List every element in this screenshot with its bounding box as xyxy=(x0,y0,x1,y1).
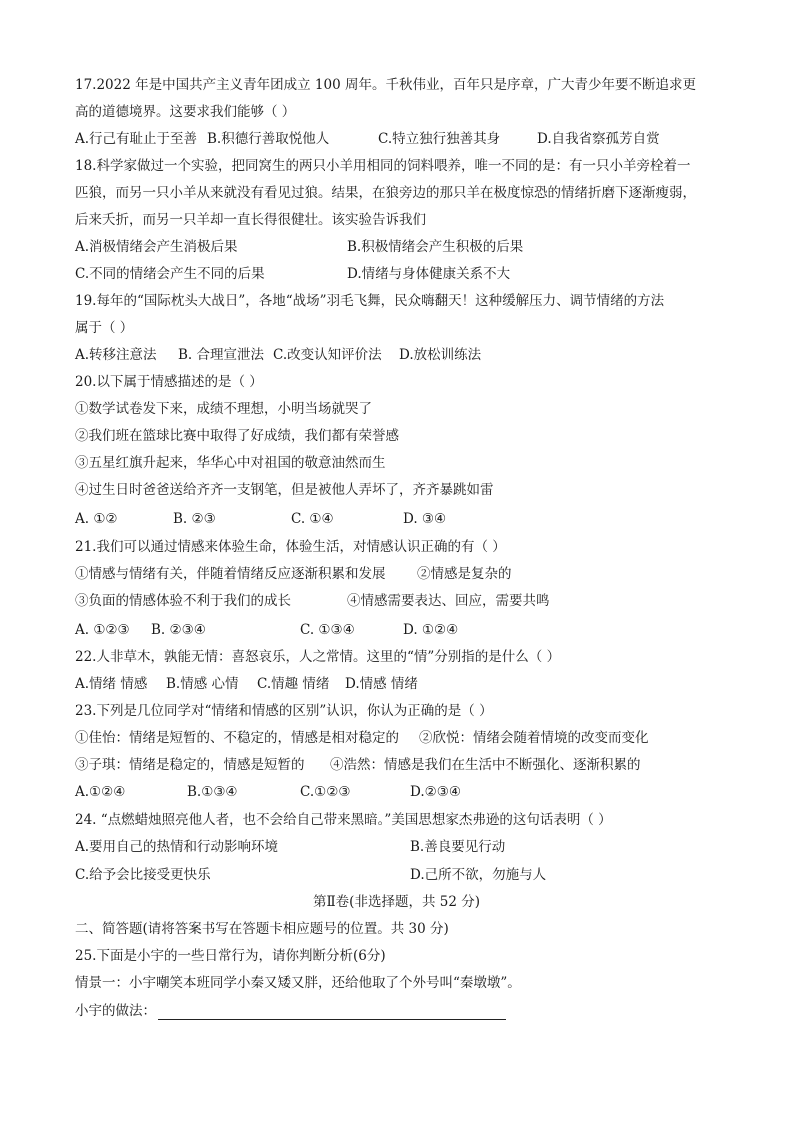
q23-item-3: ③子琪：情绪是稳定的，情感是短暂的 xyxy=(75,757,305,773)
q19-option-b: B. 合理宣泄法 xyxy=(178,347,265,363)
q23-item-2: ②欣悦：情绪会随着情境的改变而变化 xyxy=(419,730,649,746)
q21-stem: 21.我们可以通过情感来体验生命，体验生活，对情感认识正确的有（ ） xyxy=(75,539,506,555)
q23-option-c: C.①②③ xyxy=(300,784,351,800)
section-title: 第Ⅱ卷(非选择题，共 52 分) xyxy=(313,894,480,910)
q25-answer-label: 小宇的做法： xyxy=(75,1003,156,1019)
q19-stem-line2: 属于（ ） xyxy=(75,320,134,336)
q23-option-b: B.①③④ xyxy=(187,784,238,800)
q20-option-b: B. ②③ xyxy=(173,511,216,527)
q20-option-c: C. ①④ xyxy=(291,511,334,527)
q20-item-4: ④过生日时爸爸送给齐齐一支钢笔，但是被他人弄坏了，齐齐暴跳如雷 xyxy=(75,482,494,498)
q21-option-c: C. ①③④ xyxy=(300,622,355,638)
q24-option-b: B.善良要见行动 xyxy=(410,839,506,855)
q18-stem-line1: 18.科学家做过一个实验，把同窝生的两只小羊用相同的饲料喂养，唯一不同的是：有一只小羊旁栓着一 xyxy=(75,158,691,174)
answer-blank[interactable] xyxy=(158,1004,506,1020)
q22-stem: 22.人非草木，孰能无情：喜怒哀乐，人之常情。这里的“情”分别指的是什么（ ） xyxy=(75,649,561,665)
q21-option-a: A. ①②③ xyxy=(75,622,130,638)
q19-option-c: C.改变认知评价法 xyxy=(273,347,382,363)
q21-item-3: ③负面的情感体验不利于我们的成长 xyxy=(75,593,291,609)
q19-option-d: D.放松训练法 xyxy=(399,347,482,363)
q18-option-b: B.积极情绪会产生积极的后果 xyxy=(347,239,524,255)
q17-option-d: D.自我省察孤芳自赏 xyxy=(537,131,660,147)
q22-option-a: A.情绪 情感 xyxy=(75,676,148,692)
q24-option-c: C.给予会比接受更快乐 xyxy=(75,867,211,883)
q20-item-1: ①数学试卷发下来，成绩不理想，小明当场就哭了 xyxy=(75,401,372,417)
q20-item-2: ②我们班在篮球比赛中取得了好成绩，我们都有荣誉感 xyxy=(75,428,399,444)
q22-option-c: C.情趣 情绪 xyxy=(257,676,330,692)
q18-option-a: A.消极情绪会产生消极后果 xyxy=(75,239,238,255)
q25-answer-line xyxy=(75,1002,506,1020)
q24-option-a: A.要用自己的热情和行动影响环境 xyxy=(75,839,279,855)
q17-stem-line2: 高的道德境界。这要求我们能够（ ） xyxy=(75,104,296,120)
q24-stem: 24. “点燃蜡烛照亮他人者，也不会给自己带来黑暗。”美国思想家杰弗逊的这句话表明（ ） xyxy=(75,812,612,828)
q20-item-3: ③五星红旗升起来，华华心中对祖国的敬意油然而生 xyxy=(75,455,386,471)
section-heading: 二、简答题(请将答案书写在答题卡相应题号的位置。共 30 分) xyxy=(75,921,449,937)
q21-item-1: ①情感与情绪有关，伴随着情绪反应逐渐积累和发展 xyxy=(75,566,386,582)
q23-item-1: ①佳怡：情绪是短暂的、不稳定的，情感是相对稳定的 xyxy=(75,730,399,746)
q18-stem-line2: 匹狼，而另一只小羊从来就没有看见过狼。结果，在狼旁边的那只羊在极度惊恐的情绪折磨下逐渐瘦弱， xyxy=(75,185,696,201)
q18-stem-line3: 后来夭折，而另一只羊却一直长得很健壮。该实验告诉我们 xyxy=(75,212,426,228)
q21-option-d: D. ①②④ xyxy=(403,622,459,638)
q25-stem: 25.下面是小宇的一些日常行为，请你判断分析(6分) xyxy=(75,948,386,964)
q17-option-a: A.行己有耻止于至善 xyxy=(75,131,198,147)
q20-option-d: D. ③④ xyxy=(403,511,447,527)
q17-option-b: B.积德行善取悦他人 xyxy=(207,131,330,147)
q22-option-d: D.情感 情绪 xyxy=(345,676,418,692)
q23-option-d: D.②③④ xyxy=(410,784,461,800)
q24-option-d: D.己所不欲，勿施与人 xyxy=(410,867,547,883)
q22-option-b: B.情感 心情 xyxy=(166,676,239,692)
q23-option-a: A.①②④ xyxy=(75,784,126,800)
q19-stem-line1: 19.每年的“国际枕头大战日”，各地“战场”羽毛飞舞，民众嗨翻天！这种缓解压力、调节情绪的方法 xyxy=(75,293,665,309)
q20-option-a: A. ①② xyxy=(75,511,118,527)
q21-item-2: ②情感是复杂的 xyxy=(417,566,512,582)
q21-option-b: B. ②③④ xyxy=(151,622,206,638)
q17-option-c: C.特立独行独善其身 xyxy=(378,131,501,147)
q21-item-4: ④情感需要表达、回应，需要共鸣 xyxy=(347,593,550,609)
q17-stem-line1: 17.2022 年是中国共产主义青年团成立 100 周年。千秋伟业，百年只是序章，广大青少年要不断追求更 xyxy=(75,77,696,93)
q18-option-d: D.情绪与身体健康关系不大 xyxy=(347,266,511,282)
q20-stem: 20.以下属于情感描述的是（ ） xyxy=(75,374,263,390)
q19-option-a: A.转移注意法 xyxy=(75,347,157,363)
q25-scene-1: 情景一：小宇嘲笑本班同学小秦又矮又胖，还给他取了个外号叫“秦墩墩”。 xyxy=(75,975,521,991)
q23-stem: 23.下列是几位同学对“情绪和情感的区别”认识，你认为正确的是（ ） xyxy=(75,703,493,719)
q23-item-4: ④浩然：情感是我们在生活中不断强化、逐渐积累的 xyxy=(330,757,641,773)
q18-option-c: C.不同的情绪会产生不同的后果 xyxy=(75,266,265,282)
